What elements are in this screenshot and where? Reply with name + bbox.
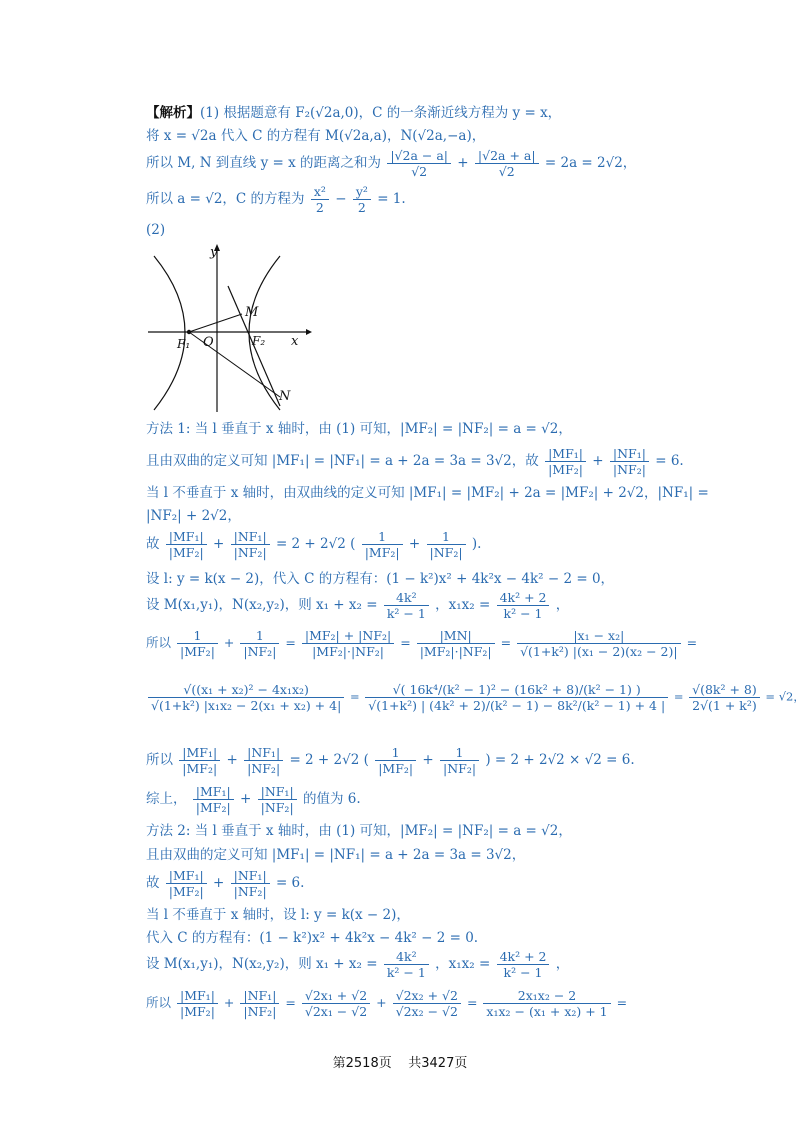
m1l11-frac2	[258, 784, 297, 815]
m1l9-f1-den: √(1+k²) |x₁x₂ − 2(x₁ + x₂) + 4|	[151, 698, 342, 713]
p1l4-text-a: 所以 a = √2，C 的方程为	[146, 191, 305, 207]
p1l4-frac1-num: x²	[311, 184, 329, 200]
m1l10-plus2: +	[422, 752, 434, 768]
m1l7-frac2	[497, 590, 550, 621]
label-y: y	[210, 245, 218, 260]
m1l7-frac1	[384, 590, 429, 621]
p1l3-plus: +	[457, 155, 469, 171]
m1l8-f3-num: |MF₂| + |NF₂|	[302, 628, 394, 644]
label-n: N	[279, 389, 291, 404]
label-f2: F₂	[252, 334, 266, 348]
m1l5-f4-num: 1	[427, 529, 466, 545]
m1l5-f4-den: |NF₂|	[429, 545, 463, 560]
p1l3-frac2-den: √2	[498, 164, 515, 179]
m2l7-f5-den: x₁x₂ − (x₁ + x₂) + 1	[486, 1004, 608, 1019]
p1l4-frac2	[353, 184, 371, 215]
m2l7-plus: +	[223, 995, 235, 1010]
p1l3-frac2-num: |√2a + a|	[475, 148, 539, 164]
m2-line4: 当 l 不垂直于 x 轴时，设 l: y = k(x − 2)，	[146, 907, 410, 923]
p1l4-frac1-den: 2	[315, 200, 324, 215]
p1l4-text-b: = 1.	[377, 191, 406, 207]
m2l7-eq2: =	[466, 995, 478, 1010]
m2l7-f2-num: |NF₁|	[240, 988, 279, 1004]
m1l8-eq1: =	[285, 635, 296, 650]
m1l10-f4-num: 1	[440, 745, 479, 761]
m1l2-plus: +	[592, 453, 604, 469]
m1l5-f1-num: |MF₁|	[166, 529, 207, 545]
m1l2-frac2	[610, 446, 649, 477]
m1l7-text-c: ，	[555, 597, 570, 613]
part1-line3	[146, 148, 636, 179]
m2-line6	[146, 949, 569, 980]
m1l5-text-a: 故	[146, 536, 160, 552]
m2l3-plus: +	[213, 875, 225, 891]
m1l5-frac2	[231, 529, 270, 560]
m2l6-f2-num: 4k² + 2	[497, 949, 550, 965]
m1l9-text-b: = √2，	[765, 689, 805, 704]
m1l10-f4-den: |NF₂|	[443, 761, 477, 776]
m2l3-f2-den: |NF₂|	[233, 884, 267, 899]
m1l9-eq2: =	[673, 689, 684, 704]
m2l3-frac2	[231, 868, 270, 899]
m1l2-f1-den: |MF₂|	[548, 462, 583, 477]
m2l6-text-c: ，	[555, 956, 570, 972]
m1l10-f1-num: |MF₁|	[179, 745, 220, 761]
m1l9-f2-num: √( 16k⁴/(k² − 1)² − (16k² + 8)/(k² − 1) )	[365, 682, 668, 698]
m1l2-f1-num: |MF₁|	[545, 446, 586, 462]
m1l11-f2-den: |NF₂|	[260, 800, 294, 815]
m1l11-f2-num: |NF₁|	[258, 784, 297, 800]
m2l3-f2-num: |NF₁|	[231, 868, 270, 884]
m2l3-f1-den: |MF₂|	[168, 884, 204, 899]
m2l7-plus2: +	[376, 995, 387, 1010]
m1-line6: 设 l: y = k(x − 2)，代入 C 的方程有：(1 − k²)x² + 4k²x − 4k² − 2 = 0，	[146, 571, 615, 587]
m1l7-text-a: 设 M(x₁,y₁)，N(x₂,y₂)，则 x₁ + x₂ =	[146, 597, 378, 613]
m1l2-text-a: 且由双曲的定义可知 |MF₁| = |NF₁| = a + 2a = 3a = 3√2，故	[146, 453, 539, 469]
m1l5-f1-den: |MF₂|	[168, 545, 204, 560]
m1l10-f2-den: |NF₂|	[247, 761, 281, 776]
m1-line8	[146, 628, 697, 659]
m2l6-text-a: 设 M(x₁,y₁)，N(x₂,y₂)，则 x₁ + x₂ =	[146, 956, 378, 972]
m2l7-frac4	[393, 988, 461, 1019]
m1l9-frac2	[365, 682, 668, 713]
m1l2-f2-num: |NF₁|	[610, 446, 649, 462]
segment-f1-m	[189, 314, 242, 332]
m1l7-text-b: ，x₁x₂ =	[435, 597, 491, 613]
m1l5-frac3	[362, 529, 403, 560]
m1-line10	[146, 745, 635, 776]
p1l4-minus: −	[335, 191, 347, 207]
label-m: M	[245, 305, 259, 320]
m1l5-f2-den: |NF₂|	[233, 545, 267, 560]
p1l3-text-b: = 2a = 2√2，	[544, 155, 637, 171]
m1l5-text-c: ).	[471, 536, 482, 552]
x-axis-arrow	[306, 329, 312, 335]
m1l10-frac1	[179, 745, 220, 776]
m1l8-f2-den: |NF₂|	[243, 644, 277, 659]
m1l10-text-b: = 2 + 2√2 (	[289, 752, 369, 768]
m1l8-frac2	[240, 628, 279, 659]
focus-f1-point	[187, 330, 191, 334]
part2-label: (2)	[146, 222, 166, 238]
m1l9-f3-num: √(8k² + 8)	[689, 682, 760, 698]
m1l7-f1-den: k² − 1	[386, 606, 426, 621]
m1l11-plus: +	[240, 791, 252, 807]
part1-line4	[146, 184, 406, 215]
m2-line2: 且由双曲的定义可知 |MF₁| = |NF₁| = a + 2a = 3a = 3√2，	[146, 847, 526, 863]
m2l6-f1-num: 4k²	[384, 949, 429, 965]
m1l10-f3-den: |MF₂|	[378, 761, 414, 776]
m1l8-f4-num: |MN|	[417, 628, 495, 644]
m2-line5: 代入 C 的方程有：(1 − k²)x² + 4k²x − 4k² − 2 = 0.	[146, 930, 479, 946]
label-f1: F₁	[177, 337, 191, 351]
m1-line7	[146, 590, 569, 621]
m2l7-f3-num: √2x₁ + √2	[302, 988, 370, 1004]
p1l4-frac1	[311, 184, 329, 215]
m1l8-f1-den: |MF₂|	[180, 644, 215, 659]
m2l7-frac3	[302, 988, 370, 1019]
m2l7-f1-den: |MF₂|	[180, 1004, 215, 1019]
p1l3-frac1-den: √2	[411, 164, 428, 179]
m1l8-frac5	[517, 628, 681, 659]
m2l7-text-a: 所以	[146, 995, 172, 1010]
hyperbola-figure	[146, 242, 316, 414]
m1l8-eq4: =	[686, 635, 698, 650]
m2l3-text-a: 故	[146, 875, 160, 891]
part1-line1	[146, 104, 561, 122]
m1l8-f5-den: √(1+k²) |(x₁ − 2)(x₂ − 2)|	[520, 644, 678, 659]
m1-line1: 方法 1: 当 l 垂直于 x 轴时，由 (1) 可知，|MF₂| = |NF₂| = a = √2，	[146, 421, 572, 437]
m2l7-frac2	[240, 988, 279, 1019]
m1l8-plus: +	[223, 635, 235, 650]
solution-tag: 【解析】	[146, 105, 200, 121]
m1l8-frac4	[417, 628, 495, 659]
p1l4-frac2-den: 2	[357, 200, 366, 215]
m1l8-f1-num: 1	[177, 628, 218, 644]
m1l7-f2-num: 4k² + 2	[497, 590, 550, 606]
p1l3-frac1	[387, 148, 451, 179]
m1l5-frac1	[166, 529, 207, 560]
m2l7-frac5	[483, 988, 610, 1019]
m1l8-frac1	[177, 628, 218, 659]
m2-line7	[146, 988, 627, 1019]
m2l7-f5-num: 2x₁x₂ − 2	[483, 988, 610, 1004]
m1l5-frac4	[427, 529, 466, 560]
m1-line9	[146, 682, 805, 713]
m1l11-f1-den: |MF₂|	[195, 800, 231, 815]
m1l5-f2-num: |NF₁|	[231, 529, 270, 545]
m1l10-frac3	[375, 745, 416, 776]
label-o: O	[203, 335, 214, 350]
m1-line4: |NF₂| + 2√2，	[146, 508, 241, 524]
m2l7-eq1: =	[285, 995, 296, 1010]
m1l9-f3-den: 2√(1 + k²)	[692, 698, 757, 713]
m1l10-frac2	[244, 745, 283, 776]
label-x: x	[291, 334, 299, 349]
m2l6-f2-den: k² − 1	[503, 965, 543, 980]
m1l10-f2-num: |NF₁|	[244, 745, 283, 761]
page-footer	[0, 1052, 800, 1071]
m1l10-f1-den: |MF₂|	[182, 761, 218, 776]
left-branch	[154, 256, 185, 410]
m2l7-eq3: =	[616, 995, 628, 1010]
m1l11-f1-num: |MF₁|	[193, 784, 234, 800]
m1-line5	[146, 529, 481, 560]
m2-line1: 方法 2: 当 l 垂直于 x 轴时，由 (1) 可知，|MF₂| = |NF₂| = a = √2，	[146, 823, 572, 839]
part1-line2: 将 x = √2a 代入 C 的方程有 M(√2a,a)，N(√2a,−a)，	[146, 128, 486, 144]
m1l9-eq1: =	[349, 689, 360, 704]
p1l3-frac2	[475, 148, 539, 179]
m1l9-frac3	[689, 682, 760, 713]
m1l8-f2-num: 1	[240, 628, 279, 644]
m1l9-f1-num: √((x₁ + x₂)² − 4x₁x₂)	[148, 682, 344, 698]
m1l5-f3-num: 1	[362, 529, 403, 545]
m1l8-f4-den: |MF₂|·|NF₂|	[419, 644, 492, 659]
m1l7-f2-den: k² − 1	[503, 606, 543, 621]
m1-line2	[146, 446, 684, 477]
m1l10-frac4	[440, 745, 479, 776]
m1-line3: 当 l 不垂直于 x 轴时，由双曲线的定义可知 |MF₁| = |MF₂| + 2a = |MF₂| + 2√2，|NF₁| =	[146, 485, 709, 501]
m2l6-f1-den: k² − 1	[386, 965, 426, 980]
m1l7-f1-num: 4k²	[384, 590, 429, 606]
m2l3-frac1	[166, 868, 207, 899]
p1l3-text-a: 所以 M, N 到直线 y = x 的距离之和为	[146, 155, 382, 171]
m2-line3	[146, 868, 304, 899]
m2l6-frac2	[497, 949, 550, 980]
m1l10-text-a: 所以	[146, 752, 173, 768]
m1l10-f3-num: 1	[375, 745, 416, 761]
m1l2-frac1	[545, 446, 586, 477]
m2l3-text-b: = 6.	[275, 875, 305, 891]
m1l8-f3-den: |MF₂|·|NF₂|	[312, 644, 385, 659]
m1l8-frac3	[302, 628, 394, 659]
m1l8-text-a: 所以	[146, 635, 172, 650]
m2l6-text-b: ，x₁x₂ =	[435, 956, 491, 972]
right-branch	[249, 256, 280, 410]
m1l9-frac1	[148, 682, 344, 713]
m2l7-f2-den: |NF₂|	[243, 1004, 277, 1019]
m1l11-text-b: 的值为 6.	[302, 791, 361, 807]
m2l7-frac1	[177, 988, 218, 1019]
m1l8-f5-num: |x₁ − x₂|	[517, 628, 681, 644]
m2l7-f3-den: √2x₁ − √2	[304, 1004, 368, 1019]
m1l5-text-b: = 2 + 2√2 (	[275, 536, 356, 552]
m2l7-f1-num: |MF₁|	[177, 988, 218, 1004]
m1l11-text-a: 综上，	[146, 791, 187, 807]
part1-line1-text: (1) 根据题意有 F₂(√2a,0)，C 的一条渐近线方程为 y = x，	[200, 105, 562, 121]
p1l3-frac1-num: |√2a − a|	[387, 148, 451, 164]
page-total: 共3427页	[408, 1056, 468, 1071]
m1l8-eq2: =	[400, 635, 411, 650]
m2l7-f4-den: √2x₂ − √2	[395, 1004, 458, 1019]
m1-line11	[146, 784, 361, 815]
m1l10-text-c: ) = 2 + 2√2 × √2 = 6.	[485, 752, 635, 768]
m1l2-text-b: = 6.	[655, 453, 684, 469]
page-number: 第2518页	[332, 1056, 392, 1071]
m2l6-frac1	[384, 949, 429, 980]
m1l8-eq3: =	[500, 635, 512, 650]
m2l3-f1-num: |MF₁|	[166, 868, 207, 884]
m1l2-f2-den: |NF₂|	[612, 462, 646, 477]
p1l4-frac2-num: y²	[353, 184, 371, 200]
m1l9-f2-den: √(1+k²) | (4k² + 2)/(k² − 1) − 8k²/(k² − 1) + 4 |	[368, 698, 666, 713]
m1l10-plus: +	[226, 752, 238, 768]
m2l7-f4-num: √2x₂ + √2	[393, 988, 461, 1004]
m1l5-plus: +	[213, 536, 225, 552]
m1l5-f3-den: |MF₂|	[364, 545, 400, 560]
m1l5-plus2: +	[408, 536, 421, 552]
m1l11-frac1	[193, 784, 234, 815]
